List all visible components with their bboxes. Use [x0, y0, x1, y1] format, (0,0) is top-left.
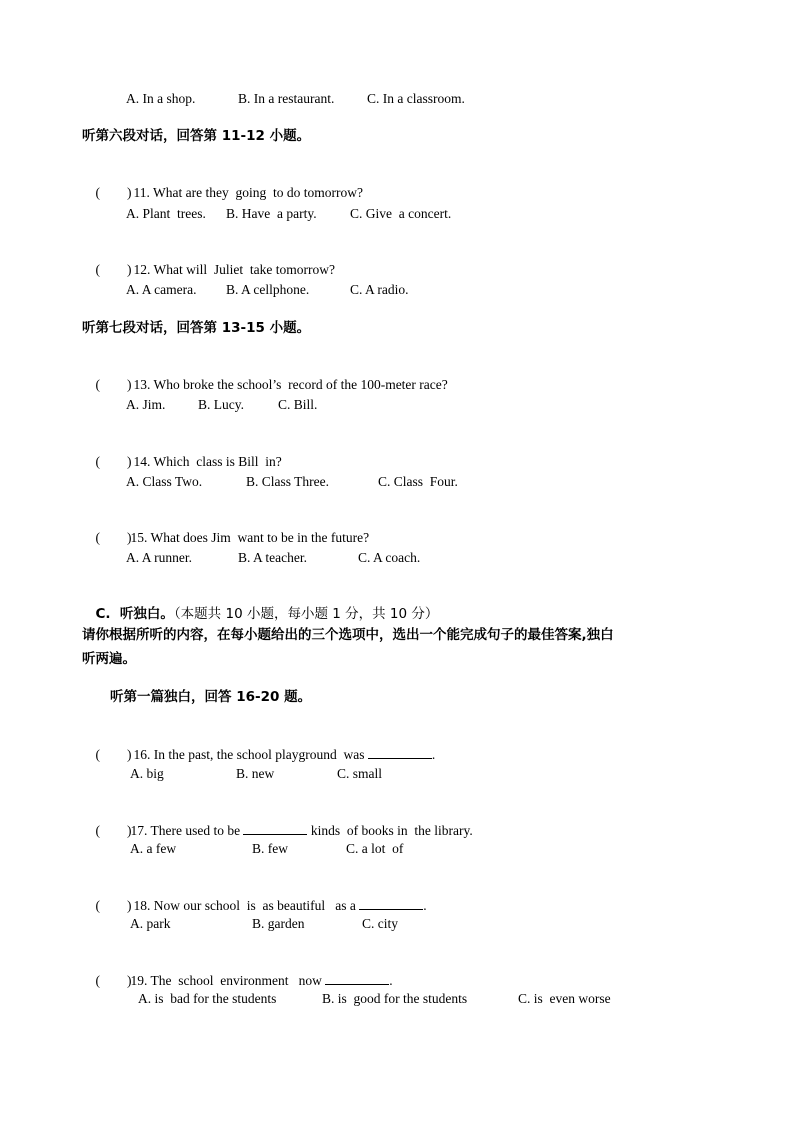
question-text: 15. What does Jim want to be in the future?: [130, 530, 370, 545]
monologue1-heading: 听第一篇独白，回答 16-20 题。: [110, 689, 312, 705]
answer-bracket[interactable]: ( ): [95, 185, 132, 200]
q10-option-c: C. In a classroom.: [367, 91, 465, 106]
q13-option-b: B. Lucy.: [198, 397, 244, 412]
fill-blank[interactable]: [243, 821, 307, 835]
answer-bracket[interactable]: ( ): [95, 747, 132, 762]
answer-bracket[interactable]: ( ): [95, 823, 132, 838]
question-text: 17. There used to be: [130, 823, 244, 838]
section6-heading: 听第六段对话，回答第 11-12 小题。: [82, 128, 311, 144]
q15-option-a: A. A runner.: [126, 550, 192, 565]
question-text: 18. Now our school is as beautiful as a: [133, 898, 360, 913]
q17-option-a: A. a few: [130, 841, 177, 856]
q19-option-a: A. is bad for the students: [138, 991, 277, 1006]
question-text-end: .: [389, 973, 393, 988]
fill-blank[interactable]: [359, 896, 423, 910]
q12-option-b: B. A cellphone.: [226, 282, 310, 297]
fill-blank[interactable]: [325, 971, 389, 985]
q14-option-a: A. Class Two.: [126, 474, 203, 489]
q15-option-b: B. A teacher.: [238, 550, 307, 565]
q12-option-a: A. A camera.: [126, 282, 197, 297]
section-c-note: （本题共 10 小题，每小题 1 分，共 10 分）: [173, 606, 439, 622]
q19-option-b: B. is good for the students: [322, 991, 468, 1006]
q11-option-a: A. Plant trees.: [126, 206, 206, 221]
fill-blank[interactable]: [368, 745, 432, 759]
q10-option-b: B. In a restaurant.: [238, 91, 335, 106]
q18-option-b: B. garden: [252, 916, 305, 931]
q13-option-a: A. Jim.: [126, 397, 166, 412]
question-text-end: kinds of books in the library.: [307, 823, 473, 838]
q13-option-c: C. Bill.: [278, 397, 318, 412]
q11-option-b: B. Have a party.: [226, 206, 317, 221]
instruction-line-2: 听两遍。: [82, 651, 136, 667]
answer-bracket[interactable]: ( ): [95, 454, 132, 469]
q19-option-c: C. is even worse: [518, 991, 611, 1006]
q11-option-c: C. Give a concert.: [350, 206, 452, 221]
answer-bracket[interactable]: ( ): [95, 898, 132, 913]
answer-bracket[interactable]: ( ): [95, 377, 132, 392]
section-c-label: C. 听独白。: [95, 606, 174, 622]
q16-option-b: B. new: [236, 766, 275, 781]
question-text: 19. The school environment now: [130, 973, 326, 988]
question-text: 16. In the past, the school playground was: [133, 747, 368, 762]
q16-option-c: C. small: [337, 766, 383, 781]
q18-option-c: C. city: [362, 916, 398, 931]
answer-bracket[interactable]: ( ): [95, 973, 132, 988]
q10-option-a: A. In a shop.: [126, 91, 196, 106]
q14-option-b: B. Class Three.: [246, 474, 329, 489]
section7-heading: 听第七段对话，回答第 13-15 小题。: [82, 320, 311, 336]
q17-option-c: C. a lot of: [346, 841, 404, 856]
question-text: 13. Who broke the school’s record of the 100-meter race?: [133, 377, 448, 392]
answer-bracket[interactable]: ( ): [95, 530, 132, 545]
q16-option-a: A. big: [130, 766, 164, 781]
question-11: [82, 166, 363, 220]
question-text: 12. What will Juliet take tomorrow?: [133, 262, 335, 277]
q17-option-b: B. few: [252, 841, 288, 856]
q14-option-c: C. Class Four.: [378, 474, 458, 489]
question-text-end: .: [431, 747, 436, 762]
q15-option-c: C. A coach.: [358, 550, 421, 565]
question-text: 14. Which class is Bill in?: [133, 454, 282, 469]
question-text: 11. What are they going to do tomorrow?: [133, 185, 363, 200]
q18-option-a: A. park: [130, 916, 171, 931]
question-text-end: .: [423, 898, 427, 913]
instruction-line-1: 请你根据所听的内容，在每小题给出的三个选项中，选出一个能完成句子的最佳答案,独白: [82, 627, 614, 643]
answer-bracket[interactable]: ( ): [95, 262, 132, 277]
q12-option-c: C. A radio.: [350, 282, 409, 297]
